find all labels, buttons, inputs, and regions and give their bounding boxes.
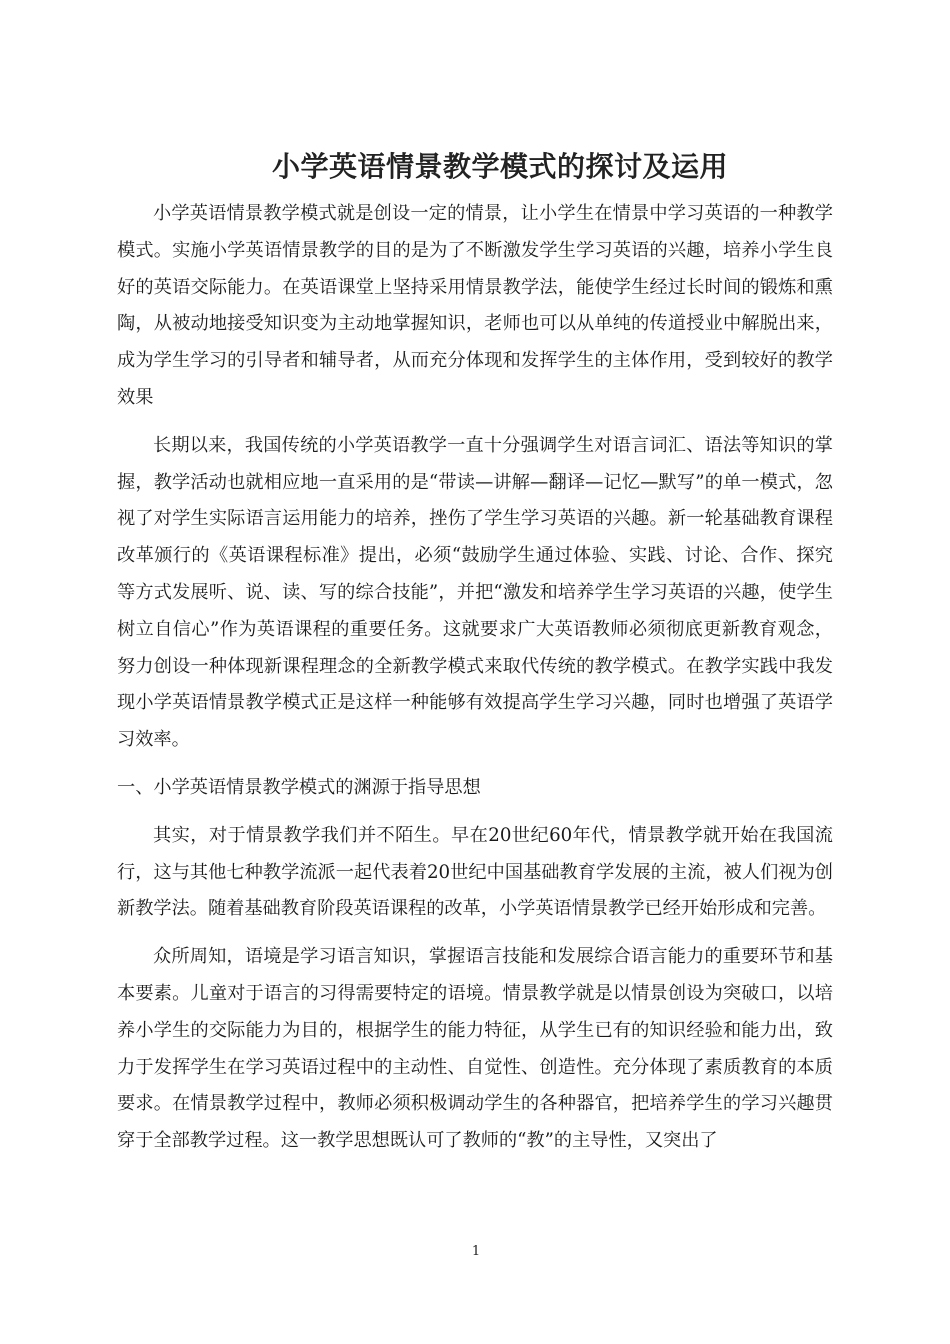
paragraph-gap — [117, 928, 833, 939]
document-body — [117, 196, 833, 1160]
paragraph-gap — [117, 417, 833, 428]
paragraph-origin: 其实，对于情景教学我们并不陌生。早在20世纪60年代，情景教学就开始在我国流行，这与其他七种教学流派一起代表着20世纪中国基础教育学发展的主流，被人们视为创新教学法。随着基础教育阶段英语课程的改革，小学英语情景教学已经开始形成和完善。 — [117, 824, 833, 920]
page-number: 1 — [471, 1244, 481, 1259]
section-heading: 一、小学英语情景教学模式的渊源于指导思想 — [117, 776, 481, 798]
paragraph-gap — [117, 807, 833, 818]
paragraph-intro: 小学英语情景教学模式就是创设一定的情景，让小学生在情景中学习英语的一种教学模式。实施小学英语情景教学的目的是为了不断激发学生学习英语的兴趣，培养小学生良好的英语交际能力。在英语课堂上坚持采用情景教学法，能使学生经过长时间的锻炼和熏陶，从被动地接受知识变为主动地掌握知识，老师也可以从单纯的传道授业中解脱出来，成为学生学习的引导者和辅导者，从而充分体现和发挥学生的主体作用，受到较好的教学效果 — [117, 203, 833, 408]
paragraph-context: 众所周知，语境是学习语言知识，掌握语言技能和发展综合语言能力的重要环节和基本要素。儿童对于语言的习得需要特定的语境。情景教学就是以情景创设为突破口，以培养小学生的交际能力为目的，根据学生的能力特征，从学生已有的知识经验和能力出，致力于发挥学生在学习英语过程中的主动性、自觉性、创造性。充分体现了素质教育的本质要求。在情景教学过程中，教师必须积极调动学生的各种器官，把培养学生的学习兴趣贯穿于全部教学过程。这一教学思想既认可了教师的“教”的主导性，又突出了 — [117, 946, 833, 1152]
paragraph-gap — [117, 759, 833, 770]
document-title: 小学英语情景教学模式的探讨及运用 — [271, 149, 728, 183]
paragraph-background: 长期以来，我国传统的小学英语教学一直十分强调学生对语言词汇、语法等知识的掌握，教学活动也就相应地一直采用的是“带读—讲解—翻译—记忆—默写”的单一模式，忽视了对学生实际语言运用能力的培养，挫伤了学生学习英语的兴趣。新一轮基础教育课程改革颁行的《英语课程标准》提出，必须“鼓励学生通过体验、实践、讨论、合作、探究等方式发展听、说、读、写的综合技能”，并把“激发和培养学生学习英语的兴趣，使学生树立自信心”作为英语课程的重要任务。这就要求广大英语教师必须彻底更新教育观念，努力创设一种体现新课程理念的全新教学模式来取代传统的教学模式。在教学实践中我发现小学英语情景教学模式正是这样一种能够有效提高学生学习兴趣，同时也增强了英语学习效率。 — [117, 434, 833, 751]
